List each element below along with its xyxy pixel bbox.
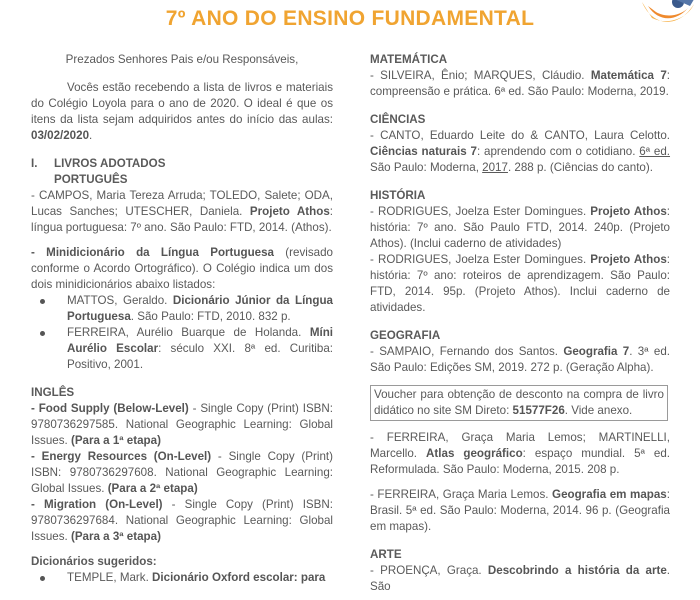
voucher-box: Voucher para obtenção de desconto na compra de livro didático no site SM Direto: 51577F26. Vide anexo.: [370, 385, 668, 421]
book-ingles-3: - Migration (On-Level) - Single Copy (Print) ISBN: 9780736297684. National Geographic Learning: Global Issues. (Para a 3ª etapa): [31, 498, 333, 543]
book-arte: - PROENÇA, Graça. Descobrindo a história da arte. São: [370, 564, 670, 593]
book-geografia-2: - FERREIRA, Graça Maria Lemos; MARTINELLI, Marcello. Atlas geográfico: espaço mundial. 5ª ed. Reformulada. São Paulo: Moderna, 2015. 208 p.: [370, 431, 670, 476]
section-books: [31, 156, 333, 188]
heading-portugues: PORTUGUÊS: [54, 173, 128, 186]
book-ciencias: - CANTO, Eduardo Leite do & CANTO, Laura Celotto. Ciências naturais 7: aprendendo com o cotidiano. 6ª ed. São Paulo: Moderna, 2017. 288 p. (Ciências do canto).: [370, 129, 671, 174]
heading-historia: HISTÓRIA: [370, 189, 426, 202]
book-matematica: - SILVEIRA, Ênio; MARQUES, Cláudio. Matemática 7: compreensão e prática. 6ª ed. São Paulo: Moderna, 2019.: [370, 69, 670, 98]
book-portugues: - CAMPOS, Maria Tereza Arruda; TOLEDO, Salete; ODA, Lucas Sanches; UTESCHER, Daniela. Projeto Athos: língua portuguesa: 7º ano. São Paulo: FTD, 2014. (Athos).: [31, 189, 333, 234]
book-historia-1: - RODRIGUES, Joelza Ester Domingues. Projeto Athos: história: 7º ano. São Paulo FTD, 2014. 240p. (Projeto Athos). (Inclui caderno de atividades): [370, 205, 670, 250]
book-geografia-1: - SAMPAIO, Fernando dos Santos. Geografia 7. 3ª ed. São Paulo: Edições SM, 2019. 272 p. (Geração Alpha).: [370, 345, 670, 374]
book-historia-2: - RODRIGUES, Joelza Ester Domingues. Projeto Athos: história: 7º ano: roteiros de aprendizagem. São Paulo: FTD, 2014. 95p. (Projeto Athos). Inclui caderno de atividades.: [370, 253, 670, 314]
book-ingles-2: - Energy Resources (On-Level) - Single Copy (Print) ISBN: 9780736297608. National Geographic Learning: Global Issues. (Para a 2ª etapa): [31, 450, 333, 495]
page-title: 7º ANO DO ENSINO FUNDAMENTAL: [165, 7, 535, 30]
heading-arte: ARTE: [370, 548, 402, 561]
list-item: MATTOS, Geraldo. Dicionário Júnior da Língua Portuguesa. São Paulo: FTD, 2010. 832 p.: [31, 293, 333, 325]
section-title: LIVROS ADOTADOS: [54, 157, 166, 170]
voucher-code: 51577F26: [512, 404, 565, 417]
minidicionario-note: - Minidicionário da Língua Portuguesa (revisado conforme o Acordo Ortográfico). O Colégio indica um dos dois minidicionários abaixo listados:: [31, 246, 333, 291]
right-column: [370, 52, 670, 595]
intro-paragraph: Vocês estão recebendo a lista de livros e materiais do Colégio Loyola para o ano de 2020. O ideal é que os itens da lista sejam adquiridos antes do início das aulas: 03/02/2020.: [31, 81, 333, 142]
start-date: 03/02/2020: [31, 129, 90, 142]
section-number: I.: [31, 157, 38, 170]
list-item: TEMPLE, Mark. Dicionário Oxford escolar: para: [31, 570, 333, 586]
english-dictionary-list: [31, 570, 333, 586]
left-column: [31, 52, 333, 586]
dictionary-list: [31, 293, 333, 373]
book-geografia-3: - FERREIRA, Graça Maria Lemos. Geografia em mapas: Brasil. 5ª ed. São Paulo: Moderna, 2014. 96 p. (Geografia em mapas).: [370, 488, 670, 533]
greeting: Prezados Senhores Pais e/ou Responsáveis,: [65, 53, 299, 66]
list-item: FERREIRA, Aurélio Buarque de Holanda. Míni Aurélio Escolar: século XXI. 8ª ed. Curitiba: Positivo, 2001.: [31, 325, 333, 373]
heading-dicionarios: Dicionários sugeridos:: [31, 555, 157, 568]
heading-ingles: INGLÊS: [31, 386, 75, 399]
school-logo-icon: [638, 0, 700, 41]
heading-geografia: GEOGRAFIA: [370, 329, 441, 342]
book-ingles-1: - Food Supply (Below-Level) - Single Copy (Print) ISBN: 9780736297585. National Geographic Learning: Global Issues. (Para a 1ª etapa): [31, 402, 334, 447]
heading-matematica: MATEMÁTICA: [370, 53, 448, 66]
heading-ciencias: CIÊNCIAS: [370, 113, 426, 126]
